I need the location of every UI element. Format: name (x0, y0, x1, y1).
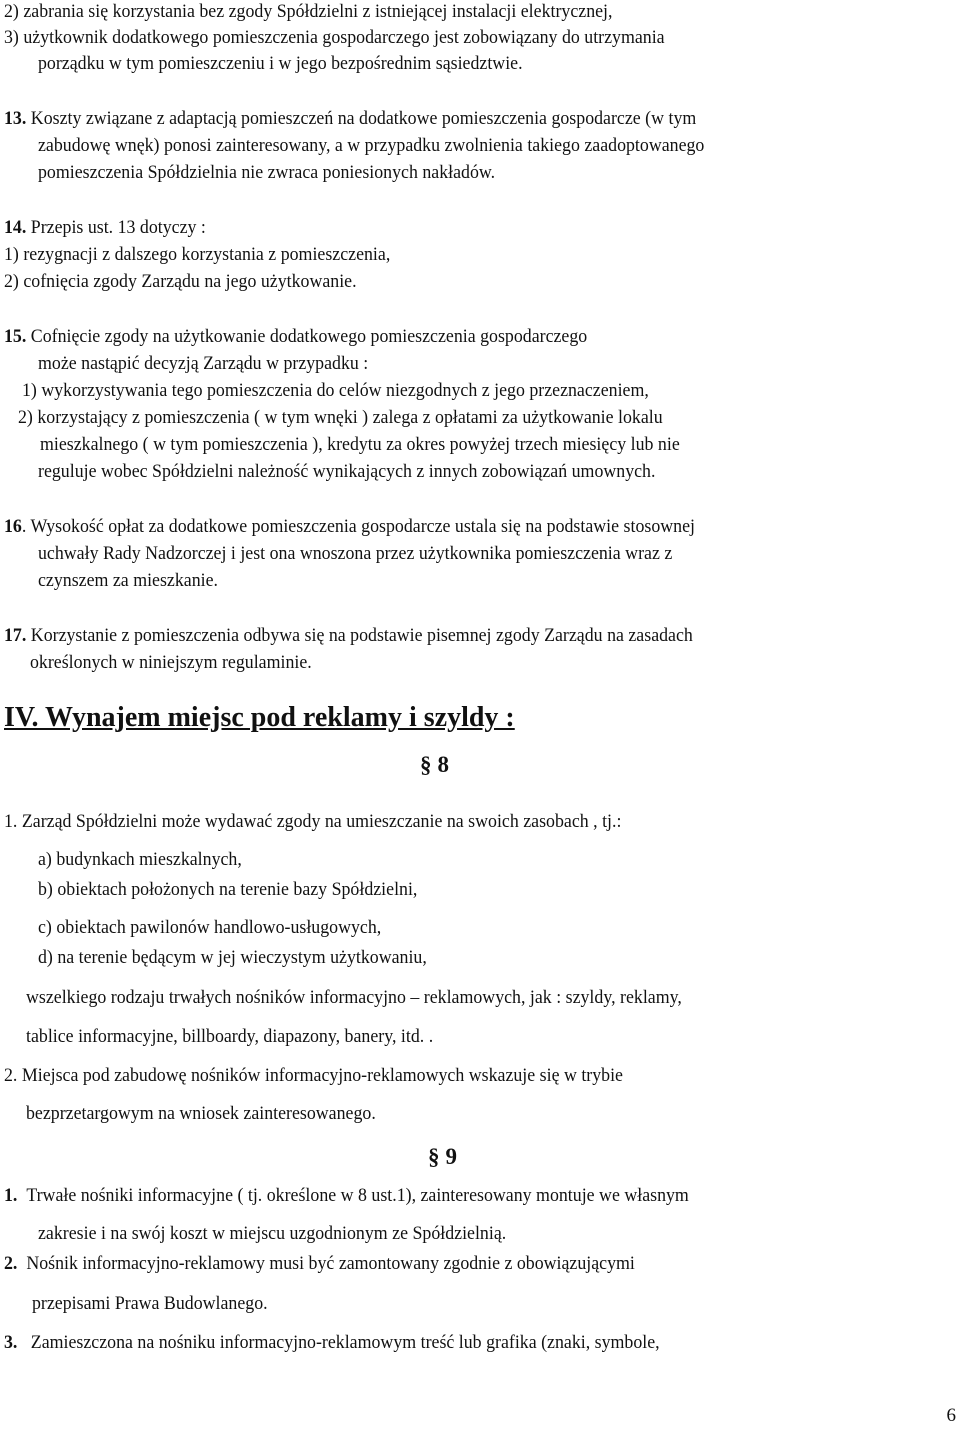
text-line: pomieszczenia Spółdzielnia nie zwraca poniesionych nakładów. (38, 162, 496, 183)
text-line: reguluje wobec Spółdzielni należność wynikających z innych zobowiązań umownych. (38, 461, 656, 482)
text-line: 2) cofnięcia zgody Zarządu na jego użytkowanie. (4, 271, 357, 292)
page-number: 6 (946, 1405, 956, 1426)
text-line: zabudowę wnęk) ponosi zainteresowany, a w przypadku zwolnienia takiego zaadoptowanego (38, 135, 705, 156)
section-16: 16. Wysokość opłat za dodatkowe pomieszczenia gospodarcze ustala się na podstawie stosownej (4, 516, 695, 537)
text-line: 1) rezygnacji z dalszego korzystania z pomieszczenia, (4, 244, 391, 265)
item-number: 3. (4, 1332, 18, 1353)
list-item: d) na terenie będącym w jej wieczystym użytkowaniu, (38, 947, 427, 968)
text-line: bezprzetargowym na wniosek zainteresowanego. (26, 1103, 376, 1124)
section-sign: § (420, 752, 432, 777)
list-item: 2. Nośnik informacyjno-reklamowy musi być zamontowany zgodnie z obowiązującymi (4, 1253, 635, 1274)
chapter-heading: IV. Wynajem miejsc pod reklamy i szyldy : (4, 702, 515, 733)
section-number: 15. (4, 326, 27, 347)
list-item: 1. Trwałe nośniki informacyjne ( tj. określone w 8 ust.1), zainteresowany montuje we własnym (4, 1185, 689, 1206)
section-13: 13. Koszty związane z adaptacją pomieszczeń na dodatkowe pomieszczenia gospodarcze (w tym (4, 108, 697, 129)
text-line: 2) zabrania się korzystania bez zgody Spółdzielni z istniejącej instalacji elektrycznej, (4, 1, 613, 22)
text-line: zakresie i na swój koszt w miejscu uzgodnionym ze Spółdzielnią. (38, 1223, 507, 1244)
section-number: 14. (4, 217, 27, 238)
section-sign: § (428, 1144, 440, 1169)
text-line: uchwały Rady Nadzorczej i jest ona wnoszona przez użytkownika pomieszczenia wraz z (38, 543, 673, 564)
section-14: 14. Przepis ust. 13 dotyczy : (4, 217, 206, 238)
section-number: 17. (4, 625, 27, 646)
paragraph-9-heading: § 9 (428, 1144, 457, 1169)
list-item: a) budynkach mieszkalnych, (38, 849, 242, 870)
list-item: b) obiektach położonych na terenie bazy Spółdzielni, (38, 879, 418, 900)
text-line: przepisami Prawa Budowlanego. (32, 1293, 268, 1314)
text-line: 2) korzystający z pomieszczenia ( w tym wnęki ) zalega z opłatami za użytkowanie lokalu (18, 407, 663, 428)
text-line: czynszem za mieszkanie. (38, 570, 218, 591)
text-line: określonych w niniejszym regulaminie. (30, 652, 312, 673)
section-number: 16 (4, 516, 22, 537)
item-number: 1. (4, 1185, 18, 1206)
text-line: mieszkalnego ( w tym pomieszczenia ), kredytu za okres powyżej trzech miesięcy lub nie (40, 434, 680, 455)
text-line: 3) użytkownik dodatkowego pomieszczenia gospodarczego jest zobowiązany do utrzymania (4, 27, 665, 48)
text-line: porządku w tym pomieszczeniu i w jego bezpośrednim sąsiedztwie. (38, 53, 523, 74)
list-item: 3. Zamieszczona na nośniku informacyjno-reklamowym treść lub grafika (znaki, symbole, (4, 1332, 660, 1353)
text-line: może nastąpić decyzją Zarządu w przypadku : (38, 353, 369, 374)
section-number: 13. (4, 108, 27, 129)
section-17: 17. Korzystanie z pomieszczenia odbywa się na podstawie pisemnej zgody Zarządu na zasadach (4, 625, 693, 646)
section-15: 15. Cofnięcie zgody na użytkowanie dodatkowego pomieszczenia gospodarczego (4, 326, 588, 347)
text-line: 2. Miejsca pod zabudowę nośników informacyjno-reklamowych wskazuje się w trybie (4, 1065, 623, 1086)
text-line: tablice informacyjne, billboardy, diapazony, banery, itd. . (26, 1026, 434, 1047)
text-line: 1. Zarząd Spółdzielni może wydawać zgody na umieszczanie na swoich zasobach , tj.: (4, 811, 622, 832)
text-line: 1) wykorzystywania tego pomieszczenia do celów niezgodnych z jego przeznaczeniem, (22, 380, 649, 401)
list-item: c) obiektach pawilonów handlowo-usługowych, (38, 917, 382, 938)
item-number: 2. (4, 1253, 18, 1274)
text-line: wszelkiego rodzaju trwałych nośników informacyjno – reklamowych, jak : szyldy, reklamy, (26, 987, 682, 1008)
paragraph-8-heading: § 8 (420, 752, 449, 777)
